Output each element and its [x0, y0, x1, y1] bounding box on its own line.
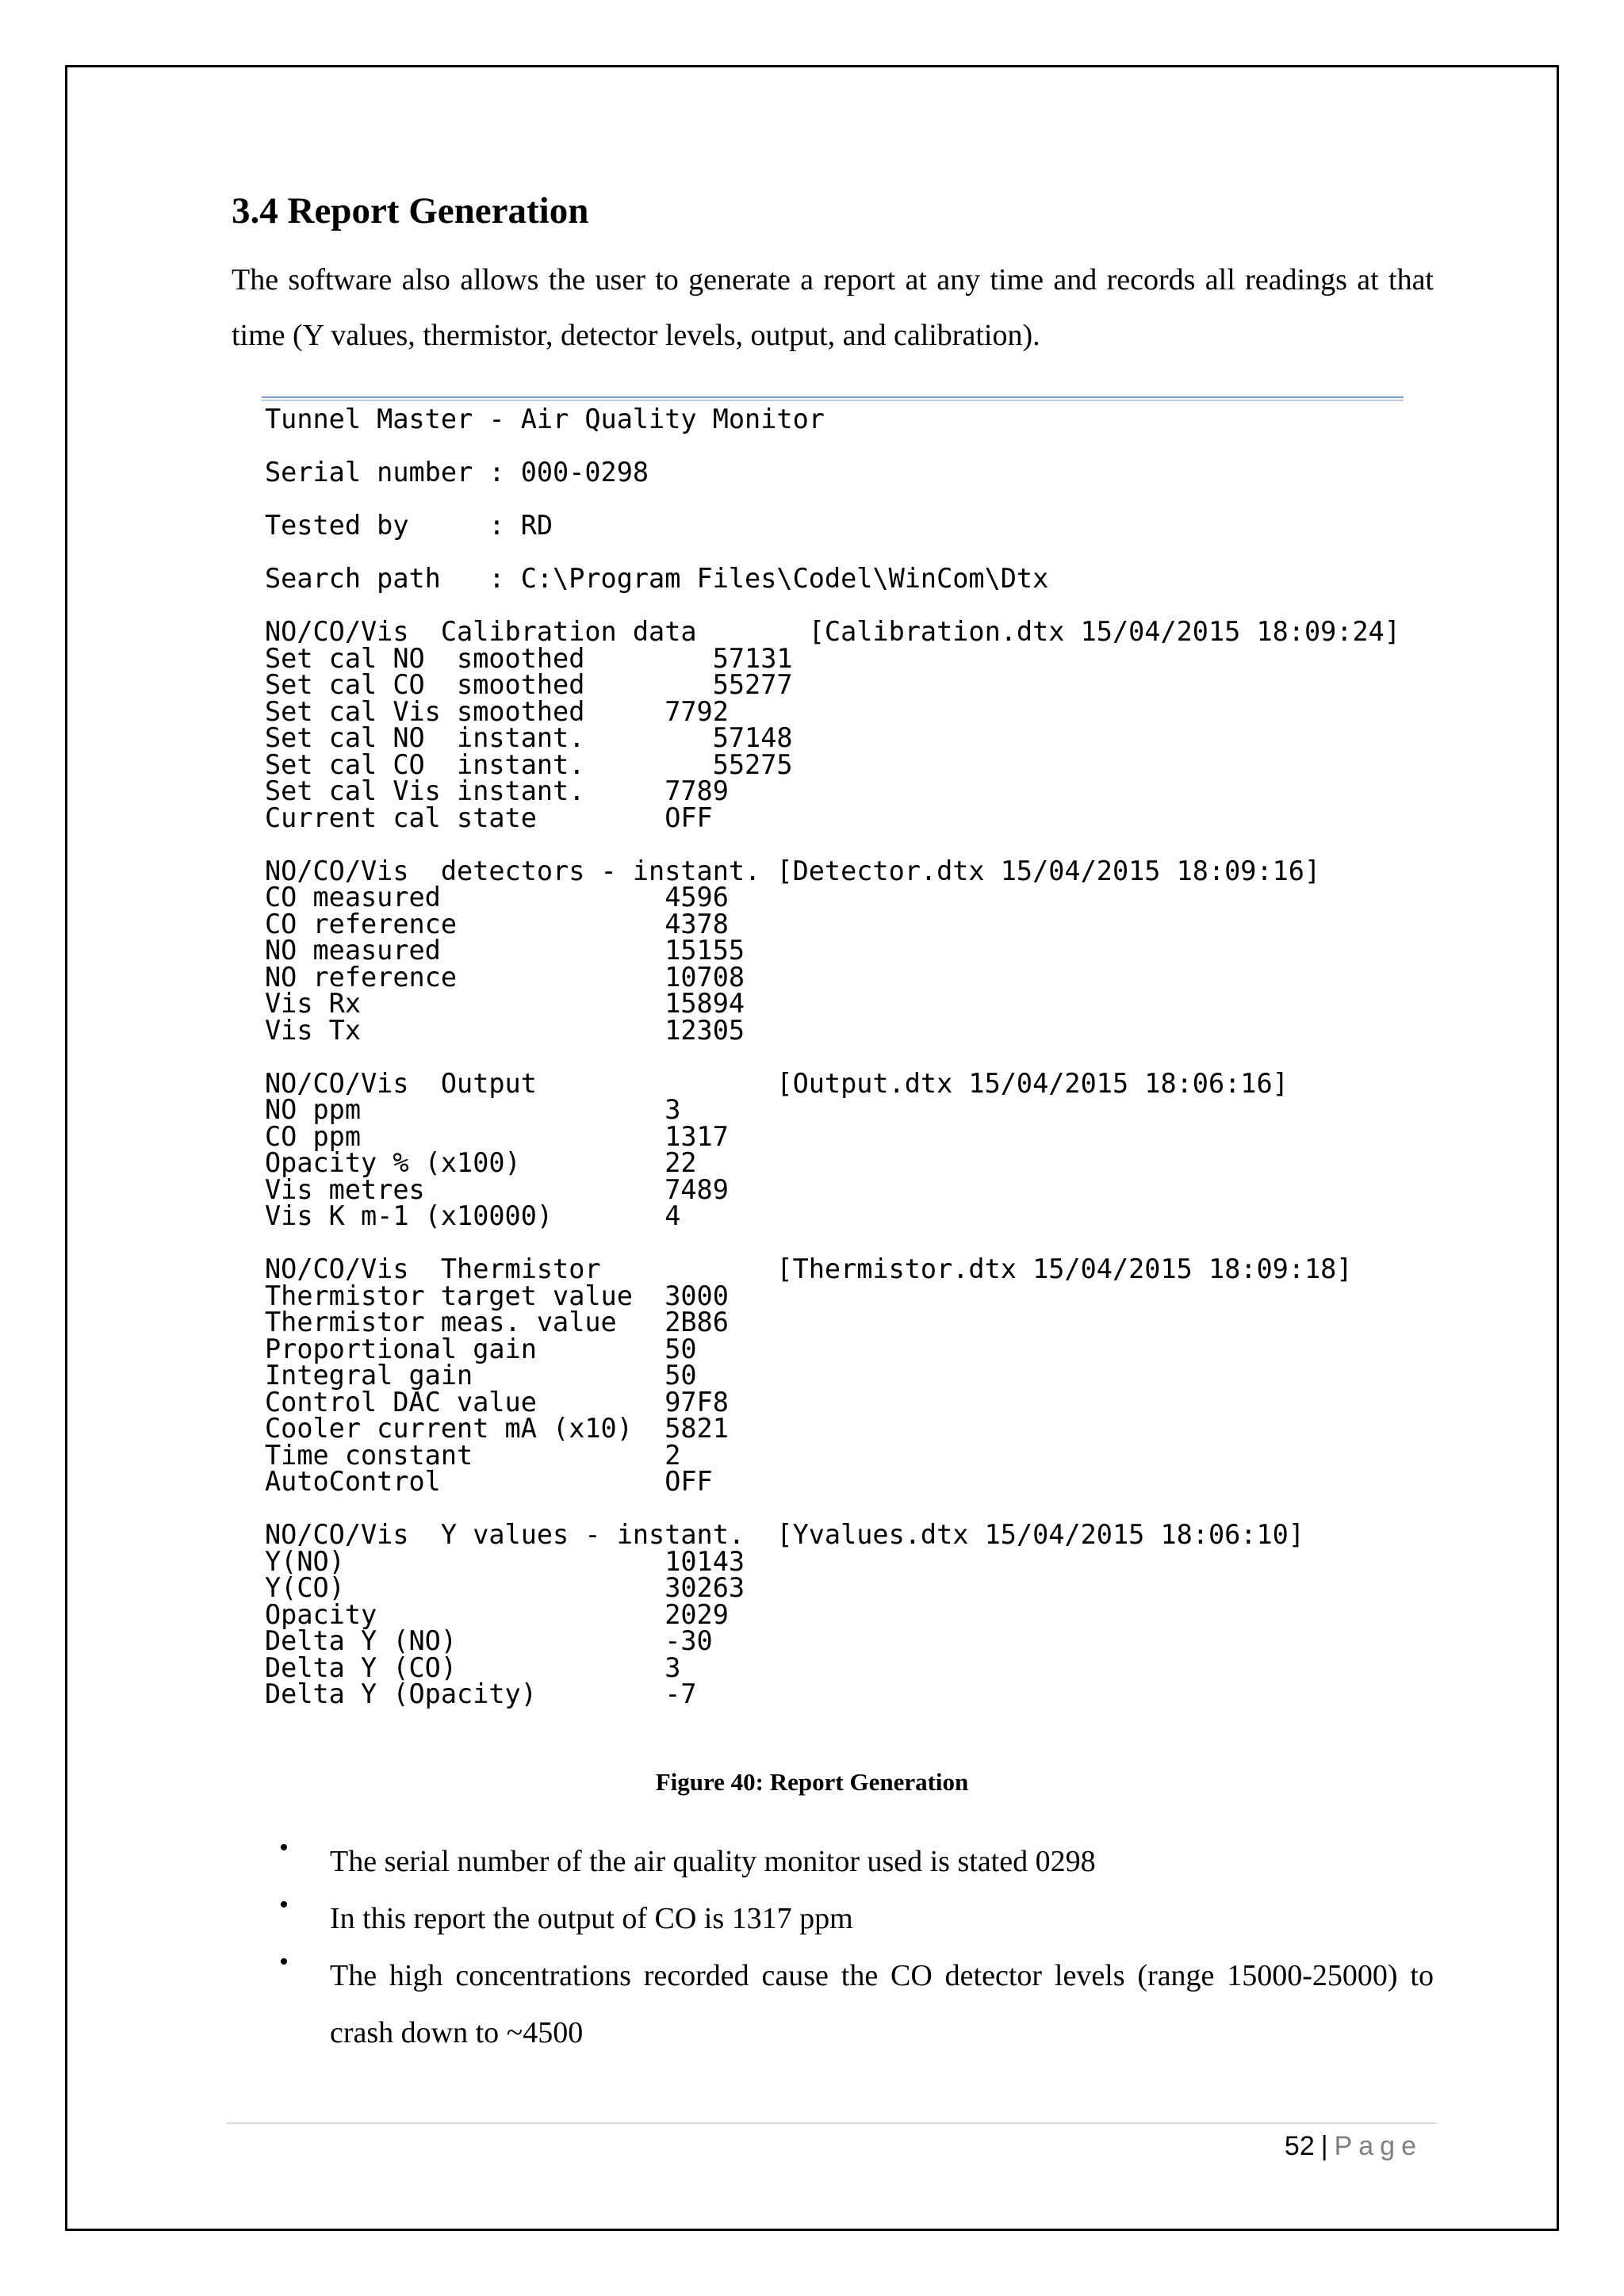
bullet-list: [279, 1833, 1434, 2061]
report-blank-line: [265, 486, 1400, 513]
report-line: Set cal CO instant. 55275: [265, 748, 793, 780]
page-footer: [1285, 2126, 1423, 2166]
report-screenshot: [262, 396, 1404, 1728]
page-word: Page: [1334, 2131, 1423, 2161]
report-line: Opacity 2029: [265, 1598, 729, 1630]
report-line: NO/CO/Vis detectors - instant. [Detector.dtx 15/04/2015 18:09:16]: [265, 855, 1321, 886]
report-blank-line: [265, 433, 1400, 460]
report-line: Proportional gain 50: [265, 1333, 697, 1364]
bullet-item: [279, 1833, 1434, 1890]
report-line: Tested by : RD: [265, 510, 553, 541]
bullet-item: [279, 1890, 1434, 1947]
report-line: Y(CO) 30263: [265, 1572, 745, 1603]
report-line: Set cal NO smoothed 57131: [265, 642, 793, 674]
report-line: Y(NO) 10143: [265, 1545, 745, 1577]
report-line: Opacity % (x100) 22: [265, 1147, 697, 1178]
bullet-item: [279, 1947, 1434, 2061]
figure-caption: Figure 40: Report Generation: [655, 1768, 969, 1796]
report-line: Set cal CO smoothed 55277: [265, 669, 793, 700]
report-line: Time constant 2: [265, 1439, 681, 1471]
report-line: Delta Y (NO) -30: [265, 1625, 713, 1656]
report-line: CO reference 4378: [265, 908, 729, 939]
report-line: CO ppm 1317: [265, 1120, 729, 1152]
report-line: Set cal NO instant. 57148: [265, 722, 793, 753]
report-blank-line: [265, 1495, 1400, 1522]
report-text: [265, 406, 1400, 1708]
bullet-icon: •: [279, 1890, 289, 1919]
report-blank-line: [265, 1043, 1400, 1070]
report-blank-line: [265, 831, 1400, 858]
report-line: NO/CO/Vis Calibration data [Calibration.dtx 15/04/2015 18:09:24]: [265, 616, 1400, 647]
report-line: Vis K m-1 (x10000) 4: [265, 1200, 681, 1231]
report-line: Set cal Vis instant. 7789: [265, 775, 729, 806]
footer-separator: |: [1320, 2131, 1328, 2161]
report-line: NO reference 10708: [265, 961, 745, 993]
report-line: NO/CO/Vis Output [Output.dtx 15/04/2015 18:06:16]: [265, 1067, 1289, 1099]
report-line: Delta Y (Opacity) -7: [265, 1678, 697, 1709]
report-line: Control DAC value 97F8: [265, 1386, 729, 1418]
report-line: Set cal Vis smoothed 7792: [265, 695, 729, 727]
report-blank-line: [265, 1230, 1400, 1257]
bullet-icon: •: [279, 1947, 289, 1976]
report-line: Vis Tx 12305: [265, 1014, 745, 1046]
bullet-text: The serial number of the air quality monitor used is stated 0298: [330, 1845, 1096, 1878]
report-line: NO ppm 3: [265, 1094, 681, 1125]
bullet-text: The high concentrations recorded cause the CO detector levels (range 15000-25000) to crash down to ~4500: [330, 1959, 1434, 2049]
report-line: Cooler current mA (x10) 5821: [265, 1413, 729, 1444]
bullet-text: In this report the output of CO is 1317 ppm: [330, 1902, 853, 1935]
report-line: Vis Rx 15894: [265, 988, 745, 1019]
report-line: Vis metres 7489: [265, 1173, 729, 1205]
report-line: Search path : C:\Program Files\Codel\WinCom\Dtx: [265, 563, 1049, 594]
report-blank-line: [265, 539, 1400, 566]
report-line: Serial number : 000-0298: [265, 457, 649, 488]
report-blank-line: [265, 592, 1400, 619]
page-number: 52: [1284, 2131, 1315, 2161]
report-line: Integral gain 50: [265, 1360, 697, 1391]
footer-rule: [227, 2122, 1437, 2124]
bullet-icon: •: [279, 1833, 289, 1862]
report-line: Thermistor target value 3000: [265, 1280, 729, 1311]
screenshot-top-border: [262, 396, 1404, 401]
report-line: AutoControl OFF: [265, 1466, 713, 1497]
report-line: Current cal state OFF: [265, 802, 713, 833]
report-line: NO/CO/Vis Y values - instant. [Yvalues.dtx 15/04/2015 18:06:10]: [265, 1519, 1304, 1550]
section-heading: 3.4 Report Generation: [232, 190, 589, 232]
report-line: Delta Y (CO) 3: [265, 1651, 681, 1683]
report-line: CO measured 4596: [265, 882, 729, 913]
report-line: Tunnel Master - Air Quality Monitor: [265, 404, 825, 434]
report-line: Thermistor meas. value 2B86: [265, 1307, 729, 1337]
intro-paragraph: The software also allows the user to generate a report at any time and records all readings at that time (Y values, thermistor, detector levels, output, and calibration).: [232, 263, 1434, 352]
report-line: NO/CO/Vis Thermistor [Thermistor.dtx 15/04/2015 18:09:18]: [265, 1253, 1353, 1284]
report-line: NO measured 15155: [265, 935, 745, 966]
